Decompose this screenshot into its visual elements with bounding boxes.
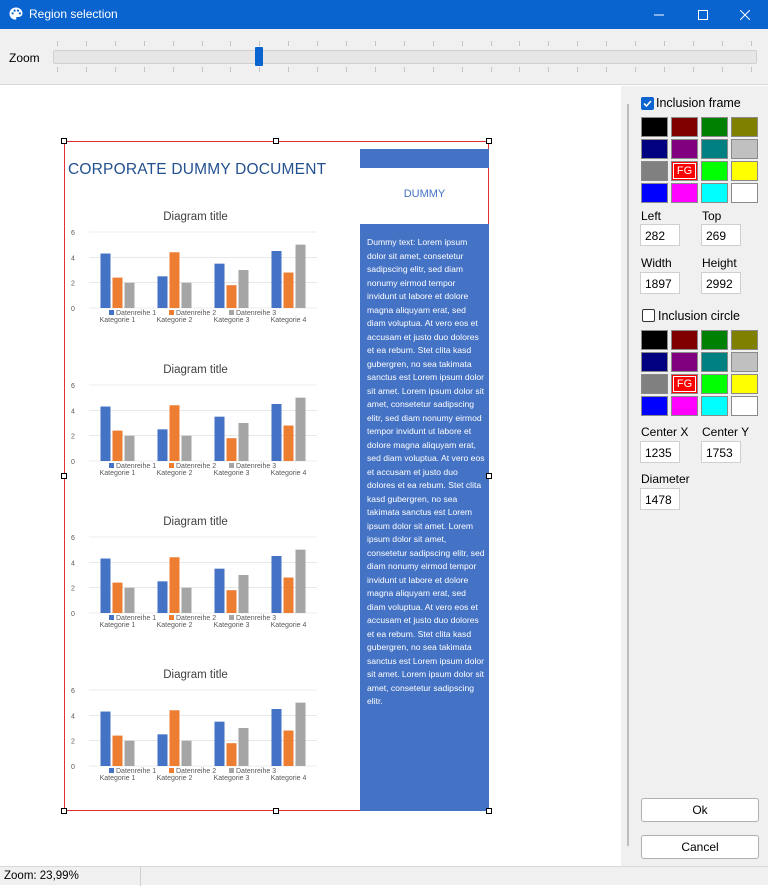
bar xyxy=(125,436,135,461)
bar xyxy=(170,710,180,766)
preview-canvas[interactable] xyxy=(0,86,621,866)
resize-handle-nw[interactable] xyxy=(61,138,67,144)
y-tick-label: 4 xyxy=(71,713,75,721)
bar xyxy=(296,245,306,308)
left-label: Left xyxy=(641,209,662,223)
bar xyxy=(284,273,294,308)
bar xyxy=(284,731,294,766)
legend-swatch xyxy=(169,463,174,468)
legend-label: Datenreihe 3 xyxy=(236,310,277,317)
y-tick-label: 2 xyxy=(71,433,75,441)
bar xyxy=(158,276,168,308)
legend-label: Datenreihe 2 xyxy=(176,768,217,775)
resize-handle-sw[interactable] xyxy=(61,808,67,814)
bar xyxy=(296,398,306,461)
x-tick-label: Kategorie 3 xyxy=(213,775,250,782)
slider-tick xyxy=(722,41,723,46)
circle-color-swatch[interactable] xyxy=(671,330,698,350)
inclusion-frame-checkbox[interactable] xyxy=(641,97,654,110)
bar xyxy=(113,736,123,766)
top-label: Top xyxy=(702,209,722,223)
frame-color-swatch[interactable] xyxy=(641,117,668,137)
frame-color-swatch[interactable] xyxy=(731,139,758,159)
y-tick-label: 0 xyxy=(71,611,75,618)
slider-tick xyxy=(548,41,549,46)
y-tick-label: 2 xyxy=(71,738,75,746)
slider-tick xyxy=(548,67,549,72)
bar xyxy=(101,407,111,461)
resize-handle-n[interactable] xyxy=(273,138,279,144)
slider-tick xyxy=(259,67,260,72)
slider-tick xyxy=(751,41,752,46)
x-tick-label: Kategorie 2 xyxy=(156,470,193,477)
y-tick-label: 0 xyxy=(71,764,75,771)
legend-swatch xyxy=(229,463,234,468)
slider-tick xyxy=(115,67,116,72)
y-tick-label: 0 xyxy=(71,306,75,313)
legend-label: Datenreihe 2 xyxy=(176,463,217,470)
circle-color-swatch[interactable] xyxy=(701,330,728,350)
resize-handle-ne[interactable] xyxy=(486,138,492,144)
chart-title: Diagram title xyxy=(163,211,228,223)
slider-tick xyxy=(491,67,492,72)
slider-tick xyxy=(115,41,116,46)
slider-tick xyxy=(86,67,87,72)
height-input[interactable]: 2992 xyxy=(701,272,741,294)
bar xyxy=(182,741,192,766)
legend-swatch xyxy=(169,615,174,620)
bar xyxy=(170,252,180,308)
slider-tick xyxy=(606,67,607,72)
slider-tick xyxy=(433,41,434,46)
bar xyxy=(239,270,249,308)
x-tick-label: Kategorie 4 xyxy=(270,317,307,324)
bar xyxy=(284,578,294,613)
frame-color-swatch[interactable] xyxy=(731,183,758,203)
frame-color-swatch[interactable] xyxy=(731,117,758,137)
zoom-slider-track[interactable] xyxy=(53,50,757,64)
circle-color-swatch[interactable] xyxy=(641,352,668,372)
legend-swatch xyxy=(109,310,114,315)
slider-tick xyxy=(519,67,520,72)
status-bar xyxy=(0,866,768,885)
bar xyxy=(182,283,192,308)
x-tick-label: Kategorie 3 xyxy=(213,470,250,477)
bar xyxy=(272,251,282,308)
slider-tick xyxy=(519,41,520,46)
slider-tick xyxy=(346,67,347,72)
circle-color-swatch[interactable] xyxy=(641,330,668,350)
slider-tick xyxy=(462,41,463,46)
minimize-button[interactable] xyxy=(636,0,682,29)
chart-plot xyxy=(67,204,324,325)
slider-tick xyxy=(202,41,203,46)
left-input[interactable]: 282 xyxy=(640,224,680,246)
frame-color-swatch[interactable] xyxy=(641,183,668,203)
circle-color-palette xyxy=(641,330,761,418)
bar xyxy=(113,583,123,613)
bar xyxy=(272,556,282,613)
x-tick-label: Kategorie 2 xyxy=(156,317,193,324)
chart-title: Diagram title xyxy=(163,516,228,528)
y-tick-label: 0 xyxy=(71,459,75,466)
y-tick-label: 4 xyxy=(71,255,75,263)
x-tick-label: Kategorie 3 xyxy=(213,317,250,324)
slider-tick xyxy=(606,41,607,46)
frame-color-swatch[interactable] xyxy=(701,161,728,181)
chart-2 xyxy=(67,357,324,478)
bar xyxy=(170,557,180,613)
legend-label: Datenreihe 3 xyxy=(236,768,277,775)
legend-label: Datenreihe 1 xyxy=(116,463,157,470)
bar xyxy=(215,722,225,766)
x-tick-label: Kategorie 4 xyxy=(270,622,307,629)
slider-tick xyxy=(173,41,174,46)
maximize-button[interactable] xyxy=(680,0,726,29)
chart-1 xyxy=(67,204,324,325)
frame-color-swatch[interactable] xyxy=(671,183,698,203)
slider-tick xyxy=(577,41,578,46)
panel-splitter[interactable] xyxy=(627,104,629,846)
slider-tick xyxy=(202,67,203,72)
x-tick-label: Kategorie 4 xyxy=(270,775,307,782)
slider-tick xyxy=(664,67,665,72)
circle-color-swatch[interactable] xyxy=(641,374,668,394)
diameter-input[interactable]: 1478 xyxy=(640,488,680,510)
zoom-label: Zoom xyxy=(9,51,40,65)
side-text-box: Dummy text: Lorem ipsum dolor sit amet, consetetur sadipscing elitr, sed diam nonumy eirmod tempor invidunt ut labore et dolore magna aliquyam erat, sed diam voluptua. At vero eos et accusam et justo duo dolores et ea rebum. Stet clita kasd gubergren, no sea takimata sanctus est Lorem ipsum dolor sit amet. Lorem ipsum dolor sit amet, consetetur sadipscing elitr, sed diam nonumy eirmod tempor invidunt ut labore et dolore magna aliquyam erat, sed diam voluptua. At vero eos et accusam et justo duo dolores et ea rebum. Stet clita kasd gubergren, no sea takimata sanctus est Lorem ipsum dolor sit amet. Lorem ipsum dolor sit amet, consetetur sadipscing elitr, sed diam nonumy eirmod tempor invidunt ut labore et dolore magna aliquyam erat, sed diam voluptua. At vero eos et accusam et justo duo dolores et ea rebum. Stet clita kasd gubergren, no sea takimata sanctus est Lorem ipsum dolor sit amet. Lorem ipsum dolor sit amet, consetetur sadipscing elitr. xyxy=(360,224,489,811)
y-tick-label: 4 xyxy=(71,408,75,416)
x-tick-label: Kategorie 1 xyxy=(99,317,136,324)
x-tick-label: Kategorie 1 xyxy=(99,622,136,629)
slider-tick xyxy=(230,67,231,72)
height-label: Height xyxy=(702,256,737,270)
y-tick-label: 2 xyxy=(71,585,75,593)
center-y-input[interactable]: 1753 xyxy=(701,441,741,463)
side-title: DUMMY xyxy=(403,188,446,200)
resize-handle-e[interactable] xyxy=(486,473,492,479)
zoom-status: Zoom: 23,99% xyxy=(4,870,79,882)
slider-tick xyxy=(173,67,174,72)
bar xyxy=(182,436,192,461)
bar xyxy=(113,278,123,308)
frame-color-swatch[interactable] xyxy=(701,139,728,159)
bar xyxy=(113,431,123,461)
slider-tick xyxy=(635,41,636,46)
legend-label: Datenreihe 3 xyxy=(236,463,277,470)
circle-color-swatch[interactable] xyxy=(731,374,758,394)
resize-handle-s[interactable] xyxy=(273,808,279,814)
center-x-label: Center X xyxy=(641,425,689,439)
bar xyxy=(125,741,135,766)
bar xyxy=(239,728,249,766)
status-separator xyxy=(140,867,141,886)
resize-handle-w[interactable] xyxy=(61,473,67,479)
slider-tick xyxy=(57,41,58,46)
minimize-icon xyxy=(654,10,664,20)
bar xyxy=(296,703,306,766)
x-tick-label: Kategorie 3 xyxy=(213,622,250,629)
chart-4 xyxy=(67,662,324,783)
bar xyxy=(125,588,135,613)
bar xyxy=(227,438,237,461)
slider-tick xyxy=(404,67,405,72)
zoom-slider-thumb[interactable] xyxy=(255,47,263,66)
legend-swatch xyxy=(109,615,114,620)
chart-title: Diagram title xyxy=(163,364,228,376)
slider-tick xyxy=(259,41,260,46)
frame-color-swatch[interactable] xyxy=(701,183,728,203)
frame-color-swatch[interactable] xyxy=(701,117,728,137)
bar xyxy=(227,285,237,308)
slider-tick xyxy=(57,67,58,72)
bar xyxy=(101,712,111,766)
legend-label: Datenreihe 2 xyxy=(176,615,217,622)
legend-swatch xyxy=(169,310,174,315)
bar xyxy=(296,550,306,613)
y-tick-label: 6 xyxy=(71,535,75,542)
bar xyxy=(284,426,294,461)
bar xyxy=(101,254,111,308)
bar xyxy=(215,264,225,308)
bar xyxy=(239,575,249,613)
frame-color-swatch[interactable] xyxy=(671,117,698,137)
center-y-label: Center Y xyxy=(702,425,750,439)
slider-tick xyxy=(664,41,665,46)
bar xyxy=(215,417,225,461)
frame-color-swatch[interactable] xyxy=(671,139,698,159)
diameter-label: Diameter xyxy=(641,472,690,486)
side-header-bar xyxy=(360,149,489,168)
bar xyxy=(182,588,192,613)
chart-plot xyxy=(67,509,324,630)
slider-tick xyxy=(404,41,405,46)
bar xyxy=(272,404,282,461)
x-tick-label: Kategorie 1 xyxy=(99,775,136,782)
width-input[interactable]: 1897 xyxy=(640,272,680,294)
circle-color-swatch[interactable] xyxy=(641,396,668,416)
legend-label: Datenreihe 1 xyxy=(116,768,157,775)
bar xyxy=(101,559,111,613)
resize-handle-se[interactable] xyxy=(486,808,492,814)
bar xyxy=(272,709,282,766)
close-button[interactable] xyxy=(722,0,768,29)
circle-color-swatch[interactable] xyxy=(701,352,728,372)
legend-swatch xyxy=(229,615,234,620)
bar xyxy=(158,581,168,613)
legend-swatch xyxy=(229,310,234,315)
legend-swatch xyxy=(169,768,174,773)
document-title: CORPORATE DUMMY DOCUMENT xyxy=(68,161,327,178)
document-page xyxy=(64,141,489,811)
close-icon xyxy=(740,10,750,20)
x-tick-label: Kategorie 1 xyxy=(99,470,136,477)
slider-tick xyxy=(693,67,694,72)
circle-color-swatch[interactable] xyxy=(701,374,728,394)
y-tick-label: 4 xyxy=(71,560,75,568)
circle-color-swatch[interactable] xyxy=(731,330,758,350)
x-tick-label: Kategorie 4 xyxy=(270,470,307,477)
zoom-toolbar xyxy=(0,29,768,85)
chart-title: Diagram title xyxy=(163,669,228,681)
y-tick-label: 6 xyxy=(71,230,75,237)
inclusion-circle-label: Inclusion circle xyxy=(658,309,740,323)
width-label: Width xyxy=(641,256,672,270)
slider-tick xyxy=(491,41,492,46)
legend-swatch xyxy=(109,463,114,468)
bar xyxy=(239,423,249,461)
legend-label: Datenreihe 1 xyxy=(116,615,157,622)
circle-color-swatch[interactable] xyxy=(671,396,698,416)
legend-swatch xyxy=(109,768,114,773)
y-tick-label: 2 xyxy=(71,280,75,288)
slider-ticks-bottom xyxy=(57,67,757,73)
legend-swatch xyxy=(229,768,234,773)
slider-tick xyxy=(288,41,289,46)
bar xyxy=(158,429,168,461)
inclusion-circle-checkbox[interactable] xyxy=(642,309,655,322)
checkmark-icon xyxy=(642,98,653,109)
slider-tick xyxy=(317,67,318,72)
legend-label: Datenreihe 2 xyxy=(176,310,217,317)
ok-button[interactable]: Ok xyxy=(641,798,759,822)
slider-tick xyxy=(751,67,752,72)
slider-tick xyxy=(462,67,463,72)
slider-tick xyxy=(433,67,434,72)
chart-plot xyxy=(67,662,324,783)
frame-color-palette xyxy=(641,117,761,205)
top-input[interactable]: 269 xyxy=(701,224,741,246)
bar xyxy=(170,405,180,461)
maximize-icon xyxy=(698,10,708,20)
slider-tick xyxy=(635,67,636,72)
legend-label: Datenreihe 1 xyxy=(116,310,157,317)
slider-tick xyxy=(577,67,578,72)
circle-color-swatch[interactable] xyxy=(731,352,758,372)
slider-tick xyxy=(722,67,723,72)
x-tick-label: Kategorie 2 xyxy=(156,622,193,629)
palette-icon xyxy=(8,6,24,22)
x-tick-label: Kategorie 2 xyxy=(156,775,193,782)
bar xyxy=(227,743,237,766)
bar xyxy=(215,569,225,613)
frame-color-swatch[interactable] xyxy=(641,161,668,181)
bar xyxy=(125,283,135,308)
slider-ticks-top xyxy=(57,41,757,47)
y-tick-label: 6 xyxy=(71,688,75,695)
slider-tick xyxy=(288,67,289,72)
slider-tick xyxy=(375,67,376,72)
bar xyxy=(158,734,168,766)
center-x-input[interactable]: 1235 xyxy=(640,441,680,463)
inclusion-frame-label: Inclusion frame xyxy=(656,96,741,110)
circle-color-swatch[interactable] xyxy=(731,396,758,416)
slider-tick xyxy=(346,41,347,46)
slider-tick xyxy=(230,41,231,46)
slider-tick xyxy=(144,41,145,46)
bar xyxy=(227,590,237,613)
cancel-button[interactable]: Cancel xyxy=(641,835,759,859)
legend-label: Datenreihe 3 xyxy=(236,615,277,622)
circle-color-swatch[interactable] xyxy=(671,352,698,372)
frame-color-swatch[interactable] xyxy=(641,139,668,159)
window-title: Region selection xyxy=(29,7,118,21)
frame-color-swatch[interactable] xyxy=(731,161,758,181)
slider-tick xyxy=(375,41,376,46)
slider-tick xyxy=(317,41,318,46)
settings-panel xyxy=(621,86,768,866)
title-bar xyxy=(0,0,768,29)
circle-color-swatch[interactable] xyxy=(701,396,728,416)
slider-tick xyxy=(86,41,87,46)
chart-plot xyxy=(67,357,324,478)
frame-color-swatch[interactable]: FG xyxy=(671,161,698,181)
slider-tick xyxy=(144,67,145,72)
slider-tick xyxy=(693,41,694,46)
circle-color-swatch[interactable]: FG xyxy=(671,374,698,394)
chart-3 xyxy=(67,509,324,630)
y-tick-label: 6 xyxy=(71,383,75,390)
